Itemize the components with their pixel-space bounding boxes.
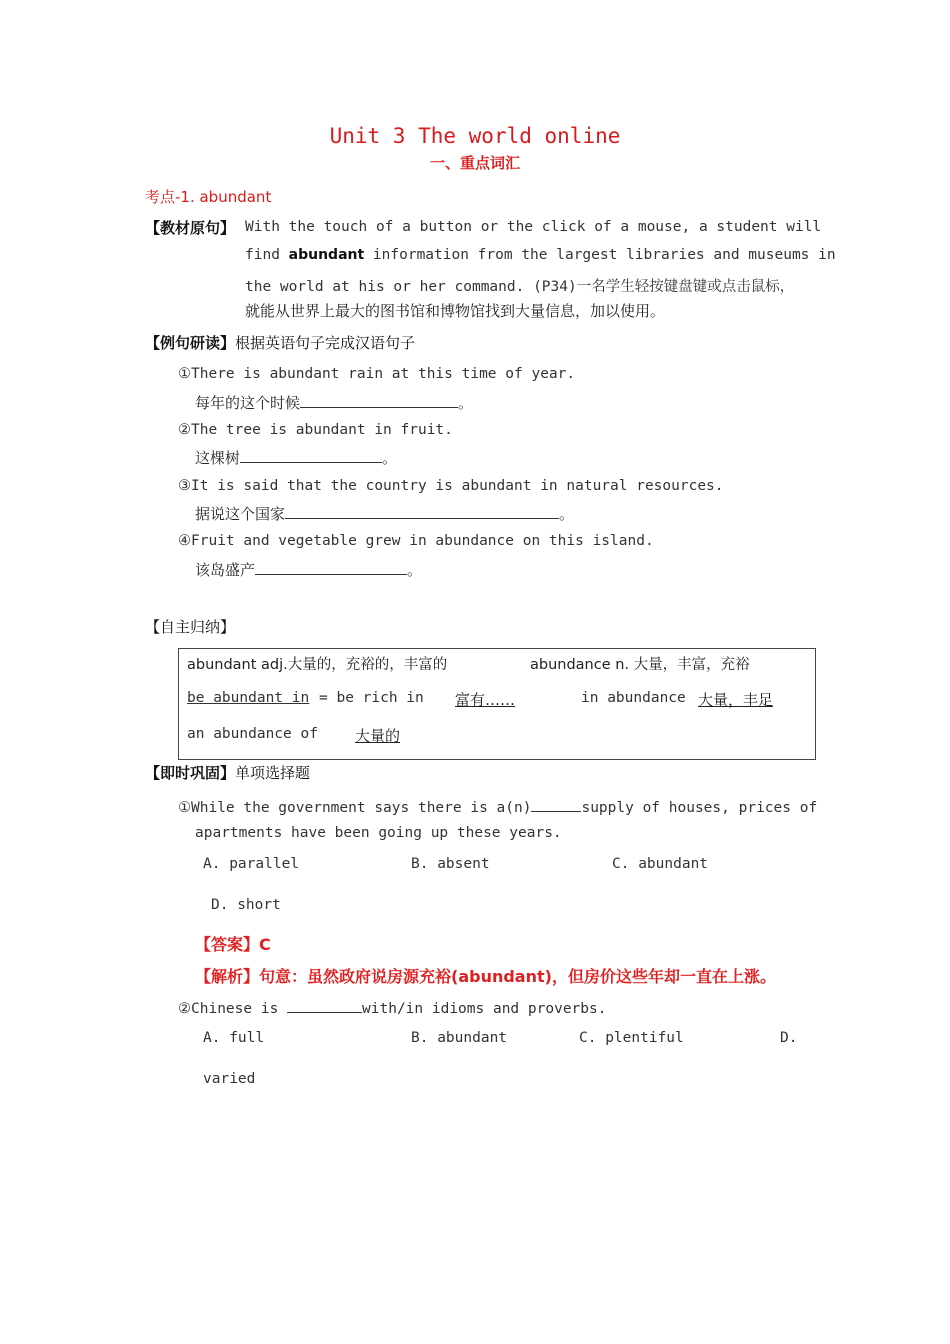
summary-meaning-plenty: 大量，丰足 [698, 691, 774, 709]
example-cn-3: 据说这个国家 。 [195, 505, 575, 523]
example-en-4: ④Fruit and vegetable grew in abundance on this island. [178, 533, 654, 549]
summary-phrase-in-abundance: in abundance [581, 690, 686, 706]
question-blank[interactable] [287, 998, 362, 1013]
q1-option-d[interactable]: D. short [211, 897, 281, 913]
original-line-1: With the touch of a button or the click of a mouse, a student will [245, 219, 822, 235]
q1-option-c[interactable]: C. abundant [612, 856, 709, 872]
answer-blank[interactable] [285, 504, 559, 519]
summary-phrase-be-abundant-in: be abundant in [187, 690, 310, 706]
original-translation: 就能从世界上最大的图书馆和博物馆找到大量信息，加以使用。 [245, 302, 666, 320]
summary-row-1b: abundance n. 大量，丰富，充裕 [530, 657, 750, 673]
summary-meaning-rich: 富有…… [455, 691, 516, 709]
answer-blank[interactable] [255, 560, 407, 575]
question-blank[interactable] [531, 797, 581, 812]
q2-option-a[interactable]: A. full [203, 1030, 265, 1046]
practice-label: 【即时巩固】单项选择题 [145, 764, 311, 782]
summary-phrase-an-abundance-of: an abundance of [187, 726, 318, 742]
original-line-2: find abundant information from the largest libraries and museums in [245, 247, 836, 263]
example-cn-1: 每年的这个时候 。 [195, 394, 474, 412]
question-2: ②Chinese is with/in idioms and proverbs. [178, 998, 606, 1017]
q2-option-b[interactable]: B. abundant [411, 1030, 508, 1046]
q2-option-c[interactable]: C. plentiful [579, 1030, 684, 1046]
original-sentence-label: 【教材原句】 [145, 219, 236, 237]
summary-equivalent: = be rich in [319, 690, 424, 706]
q2-option-d[interactable]: D. [780, 1030, 798, 1046]
example-cn-2: 这棵树 。 [195, 449, 398, 467]
highlight-word: abundant [288, 247, 365, 263]
example-en-1: ①There is abundant rain at this time of year. [178, 366, 576, 382]
example-en-2: ②The tree is abundant in fruit. [178, 422, 453, 438]
q2-option-d-text: varied [203, 1071, 256, 1087]
example-cn-4: 该岛盛产 。 [195, 561, 423, 579]
section-heading: 一、重点词汇 [429, 154, 520, 172]
q1-answer: 【答案】C [195, 935, 271, 954]
summary-label: 【自主归纳】 [145, 618, 236, 636]
question-1-line-1: ①While the government says there is a(n) supply of houses, prices of [178, 797, 817, 816]
page-title: Unit 3 The world online [329, 124, 621, 148]
summary-row-1a: abundant adj.大量的，充裕的，丰富的 [187, 657, 448, 673]
q1-option-a[interactable]: A. parallel [203, 856, 300, 872]
answer-blank[interactable] [240, 448, 382, 463]
answer-blank[interactable] [300, 393, 458, 408]
summary-box [178, 648, 816, 760]
summary-meaning-large-amount: 大量的 [355, 727, 401, 745]
q1-option-b[interactable]: B. absent [411, 856, 490, 872]
question-1-line-2: apartments have been going up these years. [195, 825, 562, 841]
example-label: 【例句研读】根据英语句子完成汉语句子 [145, 334, 416, 352]
key-point-heading: 考点-1. abundant [145, 188, 272, 206]
q1-analysis: 【解析】句意：虽然政府说房源充裕(abundant)，但房价这些年却一直在上涨。 [195, 967, 776, 986]
original-line-3: the world at his or her command. (P34)一名学生轻按键盘键或点击鼠标， [245, 279, 795, 295]
example-en-3: ③It is said that the country is abundant in natural resources. [178, 478, 724, 494]
